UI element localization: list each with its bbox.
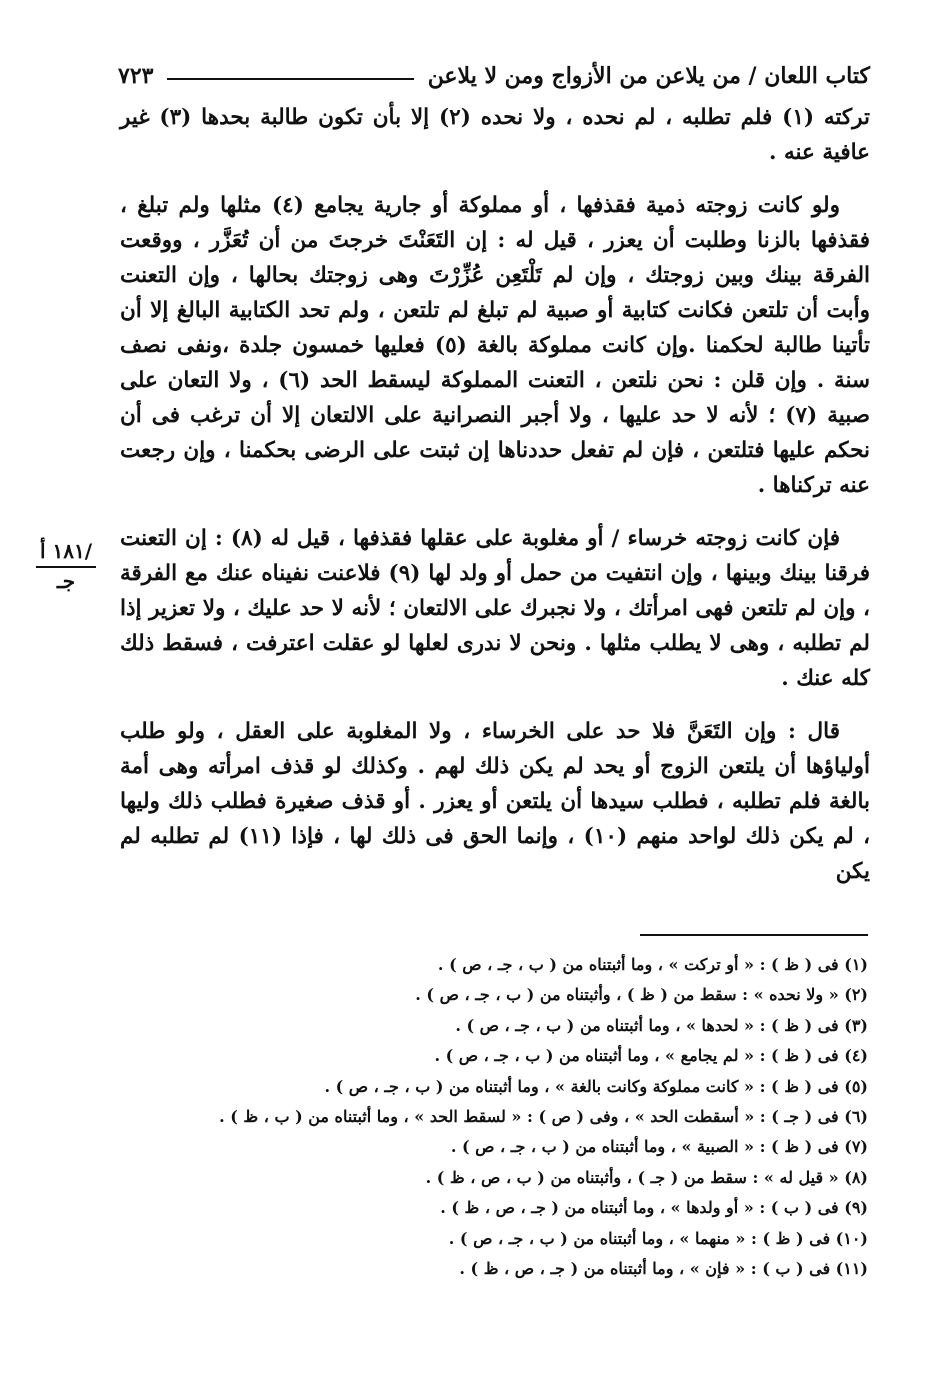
footnotes [160,950,868,1284]
folio-number: ١٨١ أ/ [36,538,96,568]
footnote: (١٠) فى ( ظ ) : « منهما » ، وما أثبتناه من ( ب ، جـ ، ص ) . [448,1228,868,1248]
footnote: (٤) فى ( ظ ) : « لم يجامع » ، وما أثبتناه من ( ب ، جـ ، ص ) . [434,1046,868,1066]
footnote: (٨) « قيل له » : سقط من ( جـ ) ، وأثبتناه من ( ب ، ص ، ظ ) . [425,1167,868,1187]
folio-manuscript: جـ [56,569,76,593]
footnote: (٢) « ولا نحده » : سقط من ( ظ ) ، وأثبتناه من ( ب ، جـ ، ص ) . [415,985,868,1005]
footnote-separator [640,934,868,936]
paragraph: ولو كانت زوجته ذمية فقذفها ، أو مملوكة أو جارية يجامع (٤) مثلها ولم تبلغ ، فقذفها بالزنا وطلبت أن يعزر ، قيل له : إن التَعَنْتَ خرجتَ من أن تُعَزَّر ، ووقعت الفرقة بينك وبين زوجتك ، وإن لم تَلْتَعِن عُزِّرْتَ وهى زوجتك بحالها ، وإن التعنت وأبت أن تلتعن فكانت كتابية أو صبية لم تبلغ لم تلتعن ، ولم تحد الكتابية البالغ إلا أن تأتينا طالبة لحكمنا .وإن كانت مملوكة بالغة (٥) فعليها خمسون جلدة ،ونفى نصف سنة . وإن قلن : نحن نلتعن ، التعنت المملوكة ليسقط الحد (٦) ، ولا التعان على صبية (٧) ؛ لأنه لا حد عليها ، ولا أجبر النصرانية على الالتعان إلا أن ترغب فى أن نحكم عليها فتلتعن ، فإن لم تفعل حددناها إن ثبتت على الرضى بحكمنا ، وإن رجعت عنه تركناها . [120,193,870,498]
chapter-title: كتاب اللعان / من يلاعن من الأزواج ومن لا يلاعن [427,63,870,89]
running-header [118,56,870,96]
footnote: (٣) فى ( ظ ) : « لحدها » ، وما أثبتناه من ( ب ، جـ ، ص ) . [455,1015,868,1035]
page-number: ٧٢٣ [118,63,154,89]
footnote: (١١) فى ( ب ) : « فإن » ، وما أثبتناه من ( جـ ، ص ، ظ ) . [459,1259,868,1279]
footnote: (٩) فى ( ب ) : « أو ولدها » ، وما أثبتناه من ( جـ ، ص ، ظ ) . [440,1198,868,1218]
footnote: (٥) فى ( ظ ) : « كانت مملوكة وكانت بالغة » ، وما أثبتناه من ( ب ، جـ ، ص ) . [324,1076,868,1096]
footnote: (١) فى ( ظ ) : « أو تركت » ، وما أثبتناه من ( ب ، جـ ، ص ) . [437,955,868,974]
footnote: (٧) فى ( ظ ) : « الصبية » ، وما أثبتناه من ( ب ، جـ ، ص ) . [450,1137,868,1157]
paragraph: فإن كانت زوجته خرساء / أو مغلوبة على عقلها فقذفها ، قيل له (٨) : إن التعنت فرقنا بينك وبينها ، وإن انتفيت من حمل أو ولد لها (٩) فلاعنت نفيناه عنك مع الفرقة ، وإن لم تلتعن فهى امرأتك ، ولا نجبرك على الالتعان ؛ لأنه لا حد عليك ، ولا تعزير إذا لم تطلبه ، وهى لا يطلب مثلها . ونحن لا ندرى لعلها لو عقلت اعترفت ، فسقط ذلك كله عنك . [120,526,870,691]
footnote: (٦) فى ( جـ ) : « أسقطت الحد » ، وفى ( ص ) : « لسقط الحد » ، وما أثبتناه من ( ب ، ظ ) . [219,1107,868,1127]
manuscript-folio-ref [36,538,96,594]
header-rule [167,78,413,80]
paragraph: قال : وإن التَعَنَّ فلا حد على الخرساء ، ولا المغلوبة على العقل ، ولو طلب أولياؤها أن يلتعن الزوج أو يحد لم يكن ذلك لهم . وكذلك لو قذف امرأته وهى أمة بالغة فلم تطلبه ، فطلب سيدها أن يلتعن أو يعزر . أو قذف صغيرة فطلب ذلك وليها ، لم يكن ذلك لواحد منهم (١٠) ، وإنما الحق فى ذلك لها ، فإذا (١١) لم تطلبه لم يكن [120,719,871,884]
body-text [120,100,870,907]
paragraph: تركته (١) فلم تطلبه ، لم نحده ، ولا نحده (٢) إلا بأن تكون طالبة بحدها (٣) غير عافية عنه . [120,105,870,165]
